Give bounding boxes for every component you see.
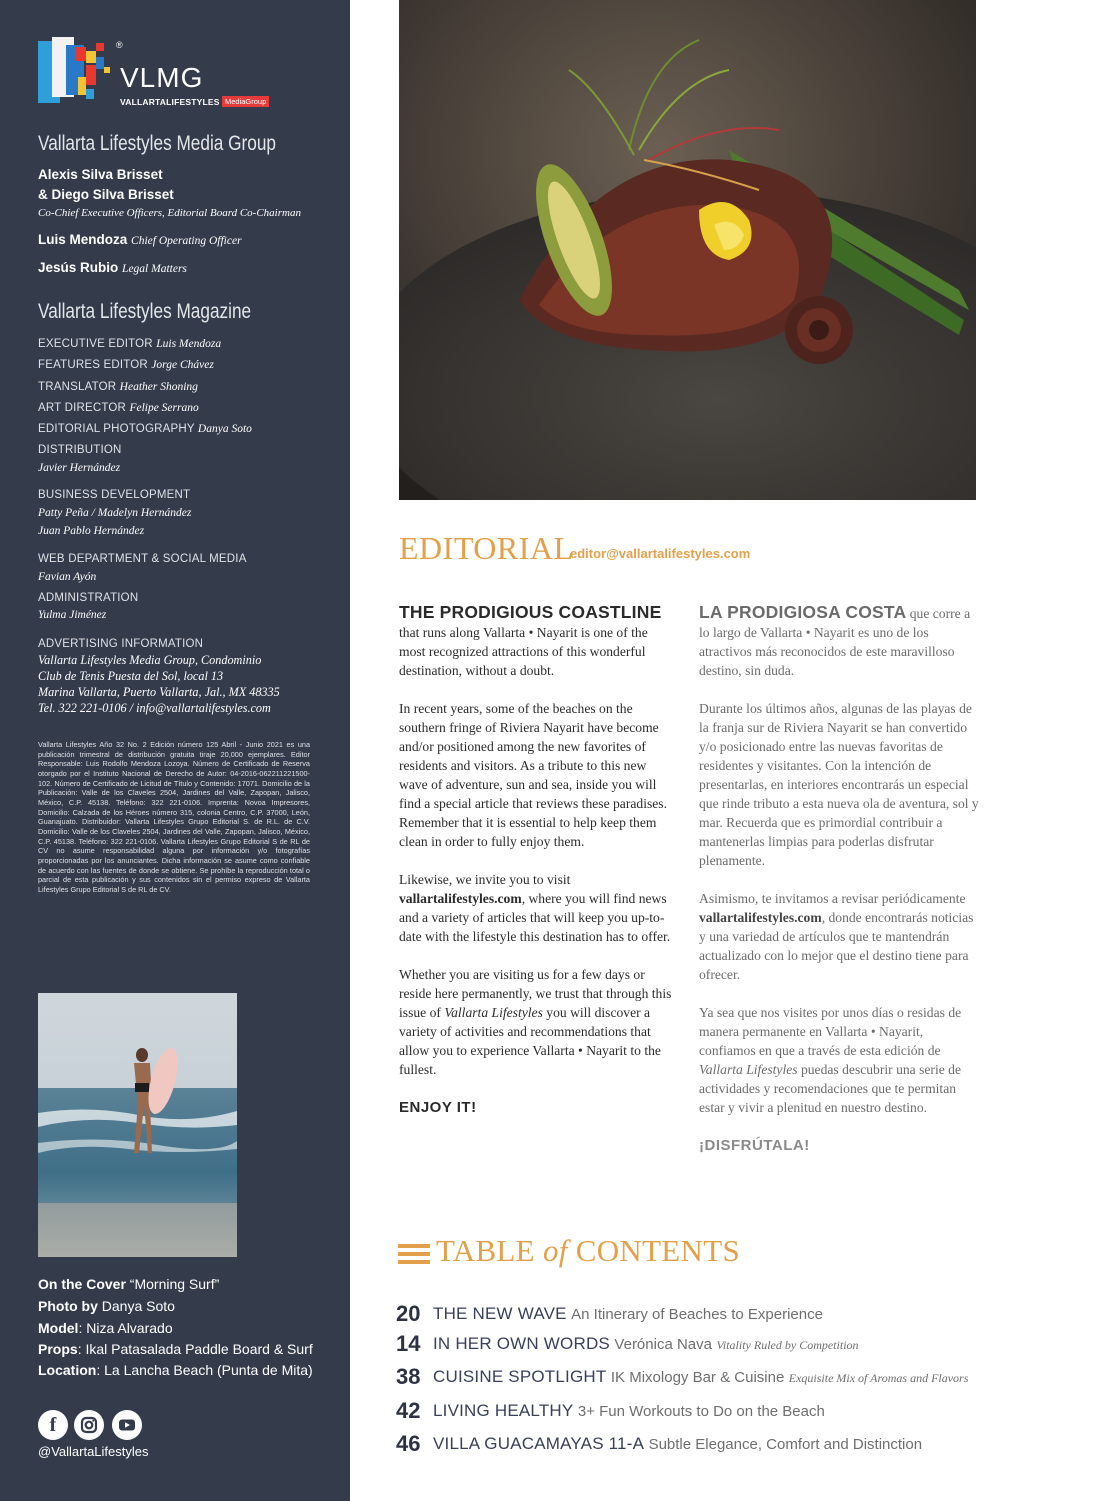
coo-role: Chief Operating Officer: [131, 235, 242, 247]
instagram-icon[interactable]: [74, 1410, 104, 1440]
cover-location-credit: [38, 1362, 313, 1378]
ceo-names-line-1: Alexis Silva Brisset: [38, 167, 163, 182]
menu-lines-icon: [398, 1244, 430, 1264]
paragraph-text: , donde encontrarás noticias y una variedad de artículos que te mantendrán actualizado con lo mejor que el destino tiene para ofrecer.: [699, 910, 974, 982]
paragraph-text: Ya sea que nos visites por unos días o residas de manera permanente en Vallarta • Nayarit, confiamos en que a través de esta edición de: [699, 1005, 962, 1058]
business-names-2: Juan Pablo Hernández: [38, 525, 145, 537]
advertising-line: Tel. 322 221-0106 / info@vallartalifestyles.com: [38, 701, 271, 715]
staff-name: Jorge Chávez: [151, 359, 214, 371]
editorial-paragraph: In recent years, some of the beaches on the southern fringe of Riviera Nayarit have become and/or positioned among the new favorites of residents and visitors. As a tribute to this new wave of adventure, sun and sea, inside you will find a special article that reviews these paradises. Remember that it is essential to help keep them clean in order to fully enjoy them.: [399, 701, 667, 849]
advertising-line: Club de Tenis Puesta del Sol, local 13: [38, 669, 224, 683]
business-names-1: Patty Peña / Madelyn Hernández: [38, 507, 192, 519]
staff-name: Felipe Serrano: [129, 402, 199, 414]
editorial-paragraph: [399, 965, 674, 1079]
editorial-paragraph: [699, 889, 979, 984]
editorial-column-spanish: [699, 603, 979, 1174]
toc-entry-text: [433, 1334, 859, 1354]
magazine-name: Vallarta Lifestyles: [699, 1062, 798, 1077]
cover-model-credit: [38, 1320, 173, 1336]
cover-value: “Morning Surf”: [129, 1276, 220, 1292]
legal-line: [38, 260, 187, 275]
advertising-title: ADVERTISING INFORMATION: [38, 638, 204, 650]
logo-badge: MediaGroup: [222, 96, 269, 107]
website-link[interactable]: vallartalifestyles.com: [399, 891, 522, 906]
web-title: WEB DEPARTMENT & SOCIAL MEDIA: [38, 553, 247, 565]
editorial-paragraph: [699, 603, 979, 680]
toc-section: IN HER OWN WORDS: [433, 1334, 610, 1353]
staff-title: ART DIRECTOR: [38, 402, 127, 414]
staff-title: FEATURES EDITOR: [38, 359, 148, 371]
location-value: : La Lancha Beach (Punta de Mita): [96, 1362, 313, 1378]
legal-role: Legal Matters: [122, 263, 187, 275]
cover-props-credit: [38, 1341, 313, 1357]
paragraph-text: Asimismo, te invitamos a revisar periódicamente: [699, 891, 966, 906]
magazine-name: Vallarta Lifestyles: [444, 1005, 543, 1020]
editorial-lead: THE PRODIGIOUS COASTLINE: [399, 602, 662, 622]
advertising-line: Marina Vallarta, Puerto Vallarta, Jal., MX 48335: [38, 685, 280, 699]
staff-title: EXECUTIVE EDITOR: [38, 338, 153, 350]
model-label: Model: [38, 1320, 79, 1336]
admin-name: Yulma Jiménez: [38, 609, 107, 621]
web-name: Favian Ayón: [38, 571, 97, 583]
toc-subtitle: IK Mixology Bar & Cuisine: [610, 1369, 785, 1386]
toc-note: Exquisite Mix of Aromas and Flavors: [788, 1371, 969, 1385]
paragraph-text: que corre a lo largo de Vallarta • Nayarit es uno de los atractivos más reconocidos de este maravilloso destino, sin duda.: [699, 606, 971, 678]
staff-translator: [38, 381, 198, 393]
vlmg-logo-mark: [38, 37, 118, 109]
coo-line: [38, 232, 242, 247]
coo-name: Luis Mendoza: [38, 232, 128, 247]
youtube-icon[interactable]: [112, 1410, 142, 1440]
website-link[interactable]: vallartalifestyles.com: [699, 910, 822, 925]
paragraph-text: , where you will find news and a variety of articles that will keep you up-to-date with the lifestyle this destination has to offer.: [399, 891, 671, 944]
staff-art-director: [38, 402, 199, 414]
editorial-paragraph: [699, 1003, 979, 1117]
toc-heading: [436, 1233, 740, 1269]
toc-heading-part: TABLE: [436, 1233, 543, 1268]
toc-page-number: 42: [396, 1398, 421, 1423]
staff-title: EDITORIAL PHOTOGRAPHY: [38, 423, 195, 435]
editorial-closing: ¡DISFRÚTALA!: [699, 1137, 810, 1154]
editorial-paragraph: Durante los últimos años, algunas de las playas de la franja sur de Riviera Nayarit se han convertido y/o posicionado entre las nuevas favoritas de residentes y visitantes. Con la intención de presentarlas, en interiores encontrarás un especial que rinde tributo a esta nueva ola de aventura, sol y mar. Recuerda que es primordial contribuir a mantenerlas limpias para poderlas disfrutar plenamente.: [699, 701, 979, 868]
paragraph-text: puedas descubrir una serie de actividades y recomendaciones que te permitan estar y vivir a plenitud en nuestro destino.: [699, 1062, 961, 1115]
toc-subtitle: Subtle Elegance, Comfort and Distinction: [648, 1436, 923, 1453]
dish-hero-photo: [399, 0, 976, 500]
editorial-email-link[interactable]: editor@vallartalifestyles.com: [570, 546, 751, 561]
logo-wordmark: VLMG: [120, 62, 204, 93]
ceo-role: Co-Chief Executive Officers, Editorial Board Co-Chairman: [38, 207, 301, 219]
toc-page-number: 20: [396, 1301, 421, 1326]
editorial-column-english: [399, 603, 674, 1136]
staff-features-editor: [38, 359, 214, 371]
toc-heading-part: CONTENTS: [567, 1233, 741, 1268]
toc-section: THE NEW WAVE: [433, 1304, 567, 1323]
logo-subline: VALLARTALIFESTYLES: [120, 97, 220, 107]
location-label: Location: [38, 1362, 97, 1378]
editorial-lead: LA PRODIGIOSA COSTA: [699, 602, 907, 622]
logo-registered-mark: ®: [116, 40, 123, 50]
paragraph-text: Whether you are visiting us for a few days or reside here permanently, we trust that through this issue of: [399, 967, 672, 1020]
staff-name: Danya Soto: [197, 423, 252, 435]
admin-title: ADMINISTRATION: [38, 592, 139, 604]
toc-section: VILLA GUACAMAYAS 11-A: [433, 1434, 645, 1453]
toc-page-number: 38: [396, 1364, 421, 1389]
toc-note: Vitality Ruled by Competition: [716, 1338, 859, 1352]
masthead-sidebar: [0, 0, 350, 1501]
props-label: Props: [38, 1341, 78, 1357]
cover-label: On the Cover: [38, 1276, 126, 1292]
media-group-heading: Vallarta Lifestyles Media Group: [38, 132, 277, 155]
toc-section: CUISINE SPOTLIGHT: [433, 1367, 607, 1386]
toc-subtitle: An Itinerary of Beaches to Experience: [571, 1306, 823, 1323]
ceo-names-line-2: & Diego Silva Brisset: [38, 187, 174, 202]
toc-entry-text: [433, 1434, 922, 1454]
business-title: BUSINESS DEVELOPMENT: [38, 489, 191, 501]
staff-editorial-photography: [38, 423, 252, 435]
toc-entry-text: [433, 1401, 825, 1421]
legal-name: Jesús Rubio: [38, 260, 119, 275]
cover-photo-credit: [38, 1298, 175, 1314]
paragraph-text: that runs along Vallarta • Nayarit is one of the most recognized attractions of this wonderful destination, without a doubt.: [399, 625, 648, 678]
vlmg-logo: [38, 37, 278, 117]
staff-executive-editor: [38, 338, 221, 350]
advertising-line: Vallarta Lifestyles Media Group, Condominio: [38, 653, 262, 667]
distribution-title: DISTRIBUTION: [38, 444, 122, 456]
photo-label: Photo by: [38, 1298, 98, 1314]
model-value: : Niza Alvarado: [78, 1320, 173, 1336]
paragraph-text: you will discover a variety of activities and recommendations that allow you to experience Vallarta • Nayarit to the fullest.: [399, 1005, 661, 1077]
social-handle: @VallartaLifestyles: [38, 1444, 149, 1459]
legal-notice: Vallarta Lifestyles Año 32 No. 2 Edición número 125 Abril - Junio 2021 es una publicación trimestral de distribución gratuita tiraje 20,000 ejemplares. Editor Responsable: Luis Rodolfo Mendoza Lozoya. Número de Certificado de Reserva otorgado por el Instituto Nacional de Derecho de Autor: 04-2016-062211221500-102. Número de Certificado de Licitud de Título y Contenido: 17071. Domicilio de la Publicación: Valle de los Claveles 2504, Jardines del Valle, Zapopan, Jalisco, México, C.P. 45138. Teléfono: 322 221-0106. Imprenta: Novoa Impresores, Domicilio: Calzada de los Héroes número 315, colonia Centro, C.P. 37000, León, Guanajuato. Distribuidor: Vallarta Lifestyles Grupo Editorial S. de R.L. de C.V. Domicilio: Valle de los Claveles 2504, Jardines del Valle, Zapopan, Jalisco, México, C.P. 45138. Teléfono: 322 221-0106. Vallarta Lifestyles Grupo Editorial S de RL de CV no asume responsabilidad alguna por información y/o fotografías proporcionadas por los anunciantes. Dicha información se asume como confiable de acuerdo con las fuentes de donde se obtiene. Se prohíbe la reproducción total o parcial de esta publicación y sus contenidos sin el permiso expreso de Vallarta Lifestyles Grupo Editorial S de RL de CV.: [38, 740, 310, 894]
editorial-closing: ENJOY IT!: [399, 1099, 477, 1116]
staff-name: Luis Mendoza: [156, 338, 222, 350]
editorial-title: EDITORIAL: [399, 530, 574, 566]
staff-title: TRANSLATOR: [38, 381, 117, 393]
paragraph-text: Likewise, we invite you to visit: [399, 872, 571, 887]
cover-photo: [38, 993, 237, 1257]
magazine-heading: Vallarta Lifestyles Magazine: [38, 300, 252, 323]
editorial-paragraph: [399, 870, 674, 946]
toc-page-number: 46: [396, 1431, 421, 1456]
staff-name: Heather Shoning: [119, 381, 198, 393]
cover-title-line: [38, 1276, 219, 1292]
toc-section: LIVING HEALTHY: [433, 1401, 574, 1420]
toc-entry-text: [433, 1367, 968, 1387]
toc-page-number: 14: [396, 1331, 421, 1356]
props-value: : Ikal Patasalada Paddle Board & Surf: [77, 1341, 313, 1357]
facebook-icon[interactable]: f: [38, 1410, 68, 1440]
editorial-paragraph: [399, 603, 674, 680]
advertising-info: [38, 652, 318, 716]
photo-value: Danya Soto: [101, 1298, 175, 1314]
distribution-name: Javier Hernández: [38, 462, 121, 474]
toc-heading-of: of: [542, 1233, 568, 1268]
toc-subtitle: Verónica Nava: [614, 1336, 712, 1353]
toc-entry-text: [433, 1304, 823, 1324]
toc-subtitle: 3+ Fun Workouts to Do on the Beach: [577, 1403, 825, 1420]
